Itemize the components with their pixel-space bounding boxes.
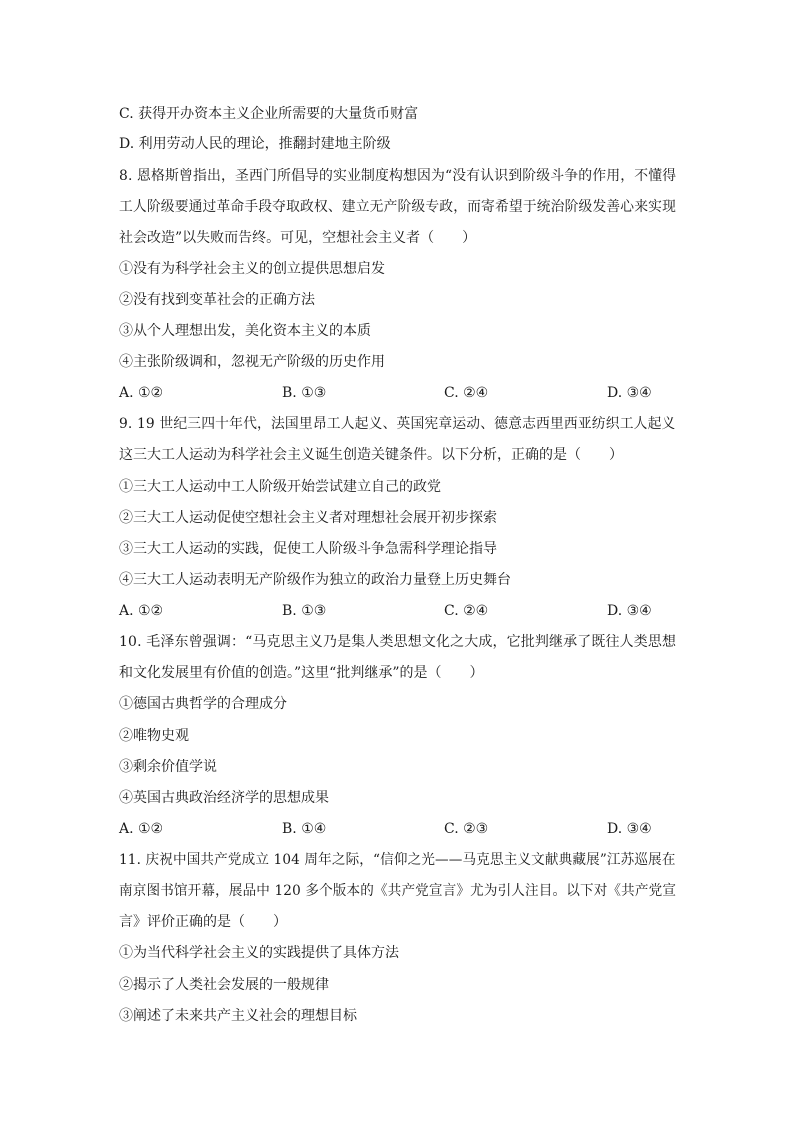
q10-item-4: ④英国古典政治经济学的思想成果 xyxy=(119,790,329,806)
q8-item-4: ④主张阶级调和，忽视无产阶级的历史作用 xyxy=(119,354,385,370)
q10-choice-b: B. ①④ xyxy=(282,821,327,837)
q10-choice-a: A. ①② xyxy=(119,821,164,837)
q9-choice-a: A. ①② xyxy=(119,603,164,619)
q9-item-4: ④三大工人运动表明无产阶级作为独立的政治力量登上历史舞台 xyxy=(119,572,511,588)
q8-choice-a: A. ①② xyxy=(119,385,164,401)
q10-item-1: ①德国古典哲学的合理成分 xyxy=(119,696,287,712)
q11-item-3: ③阐述了未来共产主义社会的理想目标 xyxy=(119,1008,357,1024)
q11-item-2: ②揭示了人类社会发展的一般规律 xyxy=(119,977,329,993)
q8-item-2: ②没有找到变革社会的正确方法 xyxy=(119,292,315,308)
q9-choice-d: D. ③④ xyxy=(607,603,652,619)
q9-stem-line-2: 这三大工人运动为科学社会主义诞生创造关键条件。以下分析，正确的是（ ） xyxy=(119,447,623,463)
q8-stem-line-2: 工人阶级要通过革命手段夺取政权、建立无产阶级专政，而寄希望于统治阶级发善心来实现 xyxy=(119,199,677,215)
q10-choice-c: C. ②③ xyxy=(444,821,489,837)
q9-item-1: ①三大工人运动中工人阶级开始尝试建立自己的政党 xyxy=(119,479,441,495)
q10-stem-line-2: 和文化发展里有价值的创造。”这里“批判继承”的是（ ） xyxy=(119,665,484,681)
q11-stem-line-3: 言》评价正确的是（ ） xyxy=(119,914,287,930)
q9-choice-c: C. ②④ xyxy=(444,603,489,619)
q8-stem-line-3: 社会改造”以失败而告终。可见，空想社会主义者（ ） xyxy=(119,230,477,246)
q8-choice-c: C. ②④ xyxy=(444,385,489,401)
q8-item-3: ③从个人理想出发，美化资本主义的本质 xyxy=(119,323,371,339)
q10-choice-d: D. ③④ xyxy=(607,821,652,837)
q9-item-3: ③三大工人运动的实践，促使工人阶级斗争急需科学理论指导 xyxy=(119,541,497,557)
q8-choice-d: D. ③④ xyxy=(607,385,652,401)
q7-option-d: D. 利用劳动人民的理论，推翻封建地主阶级 xyxy=(119,136,391,152)
q8-choice-b: B. ①③ xyxy=(282,385,327,401)
q8-stem-line-1: 8. 恩格斯曾指出，圣西门所倡导的实业制度构想因为“没有认识到阶级斗争的作用，不懂得 xyxy=(119,168,677,184)
q10-item-2: ②唯物史观 xyxy=(119,728,189,744)
q10-item-3: ③剩余价值学说 xyxy=(119,759,217,775)
q8-item-1: ①没有为科学社会主义的创立提供思想启发 xyxy=(119,261,385,277)
q7-option-c: C. 获得开办资本主义企业所需要的大量货币财富 xyxy=(119,106,419,122)
q11-stem-line-1: 11. 庆祝中国共产党成立 104 周年之际，“信仰之光——马克思主义文献典藏展”江苏巡展在 xyxy=(119,852,676,868)
q9-stem-line-1: 9. 19 世纪三四十年代，法国里昂工人起义、英国宪章运动、德意志西里西亚纺织工人起义 xyxy=(119,416,676,432)
q10-stem-line-1: 10. 毛泽东曾强调：“马克思主义乃是集人类思想文化之大成，它批判继承了既往人类思想 xyxy=(119,634,677,650)
q11-stem-line-2: 南京图书馆开幕，展品中 120 多个版本的《共产党宣言》尤为引人注目。以下对《共产党宣 xyxy=(119,883,677,899)
q11-item-1: ①为当代科学社会主义的实践提供了具体方法 xyxy=(119,945,399,961)
q9-item-2: ②三大工人运动促使空想社会主义者对理想社会展开初步探索 xyxy=(119,510,497,526)
q9-choice-b: B. ①③ xyxy=(282,603,327,619)
